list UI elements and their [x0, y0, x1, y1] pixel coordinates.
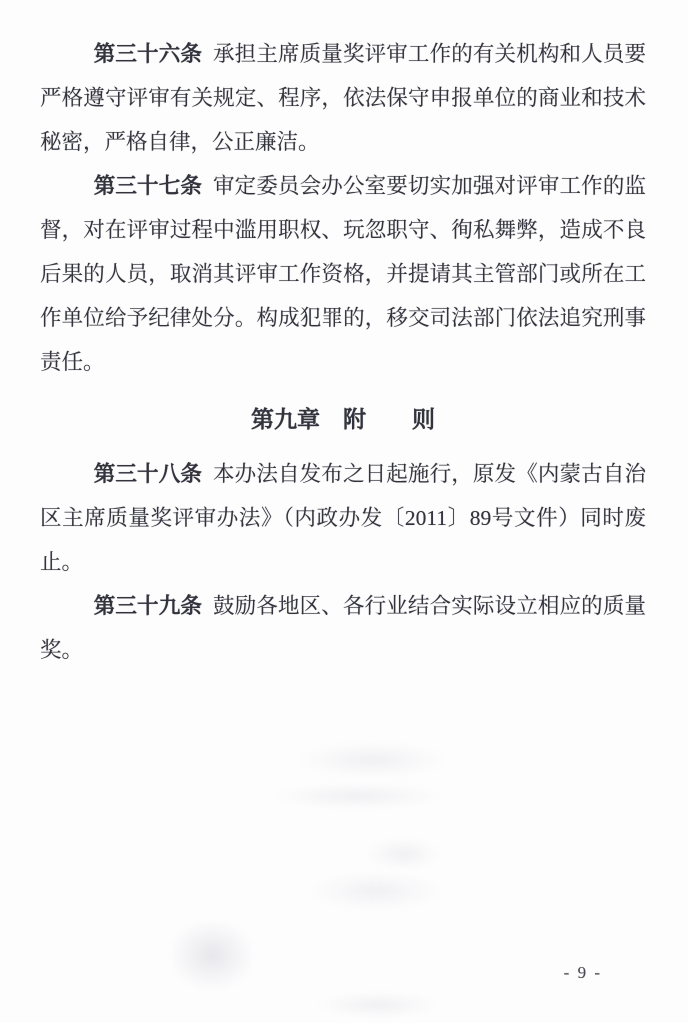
- scan-bleedthrough-artifact: [312, 872, 440, 910]
- scan-bleedthrough-artifact: [275, 783, 440, 809]
- article-38-paragraph: [40, 452, 646, 584]
- article-39-text: 鼓励各地区、各行业结合实际设立相应的质量奖。: [40, 594, 646, 662]
- scan-bleedthrough-artifact: [368, 838, 438, 870]
- article-37-paragraph: [40, 164, 646, 384]
- chapter-9-heading: 第九章 附 则: [251, 407, 435, 432]
- scan-bleedthrough-artifact: [318, 992, 438, 1018]
- article-37-number: 第三十七条: [93, 174, 203, 198]
- article-36-paragraph: [40, 32, 646, 164]
- article-36-number: 第三十六条: [93, 42, 203, 66]
- article-36-text: 承担主席质量奖评审工作的有关机构和人员要严格遵守评审有关规定、程序，依法保守申报单位的商业和技术秘密，严格自律，公正廉洁。: [40, 42, 646, 154]
- article-38-text: 本办法自发布之日起施行，原发《内蒙古自治区主席质量奖评审办法》（内政办发〔2011〕89号文件）同时废止。: [40, 462, 646, 574]
- scan-bleedthrough-artifact: [300, 742, 445, 778]
- article-39-number: 第三十九条: [93, 594, 203, 618]
- article-37-text: 审定委员会办公室要切实加强对评审工作的监督，对在评审过程中滥用职权、玩忽职守、徇私舞弊，造成不良后果的人员，取消其评审工作资格，并提请其主管部门或所在工作单位给予纪律处分。构成犯罪的，移交司法部门依法追究刑事责任。: [40, 174, 646, 374]
- article-39-paragraph: [40, 584, 646, 672]
- page-number: - 9 -: [563, 963, 602, 982]
- article-38-number: 第三十八条: [93, 462, 203, 486]
- scan-bleedthrough-artifact: [172, 922, 252, 988]
